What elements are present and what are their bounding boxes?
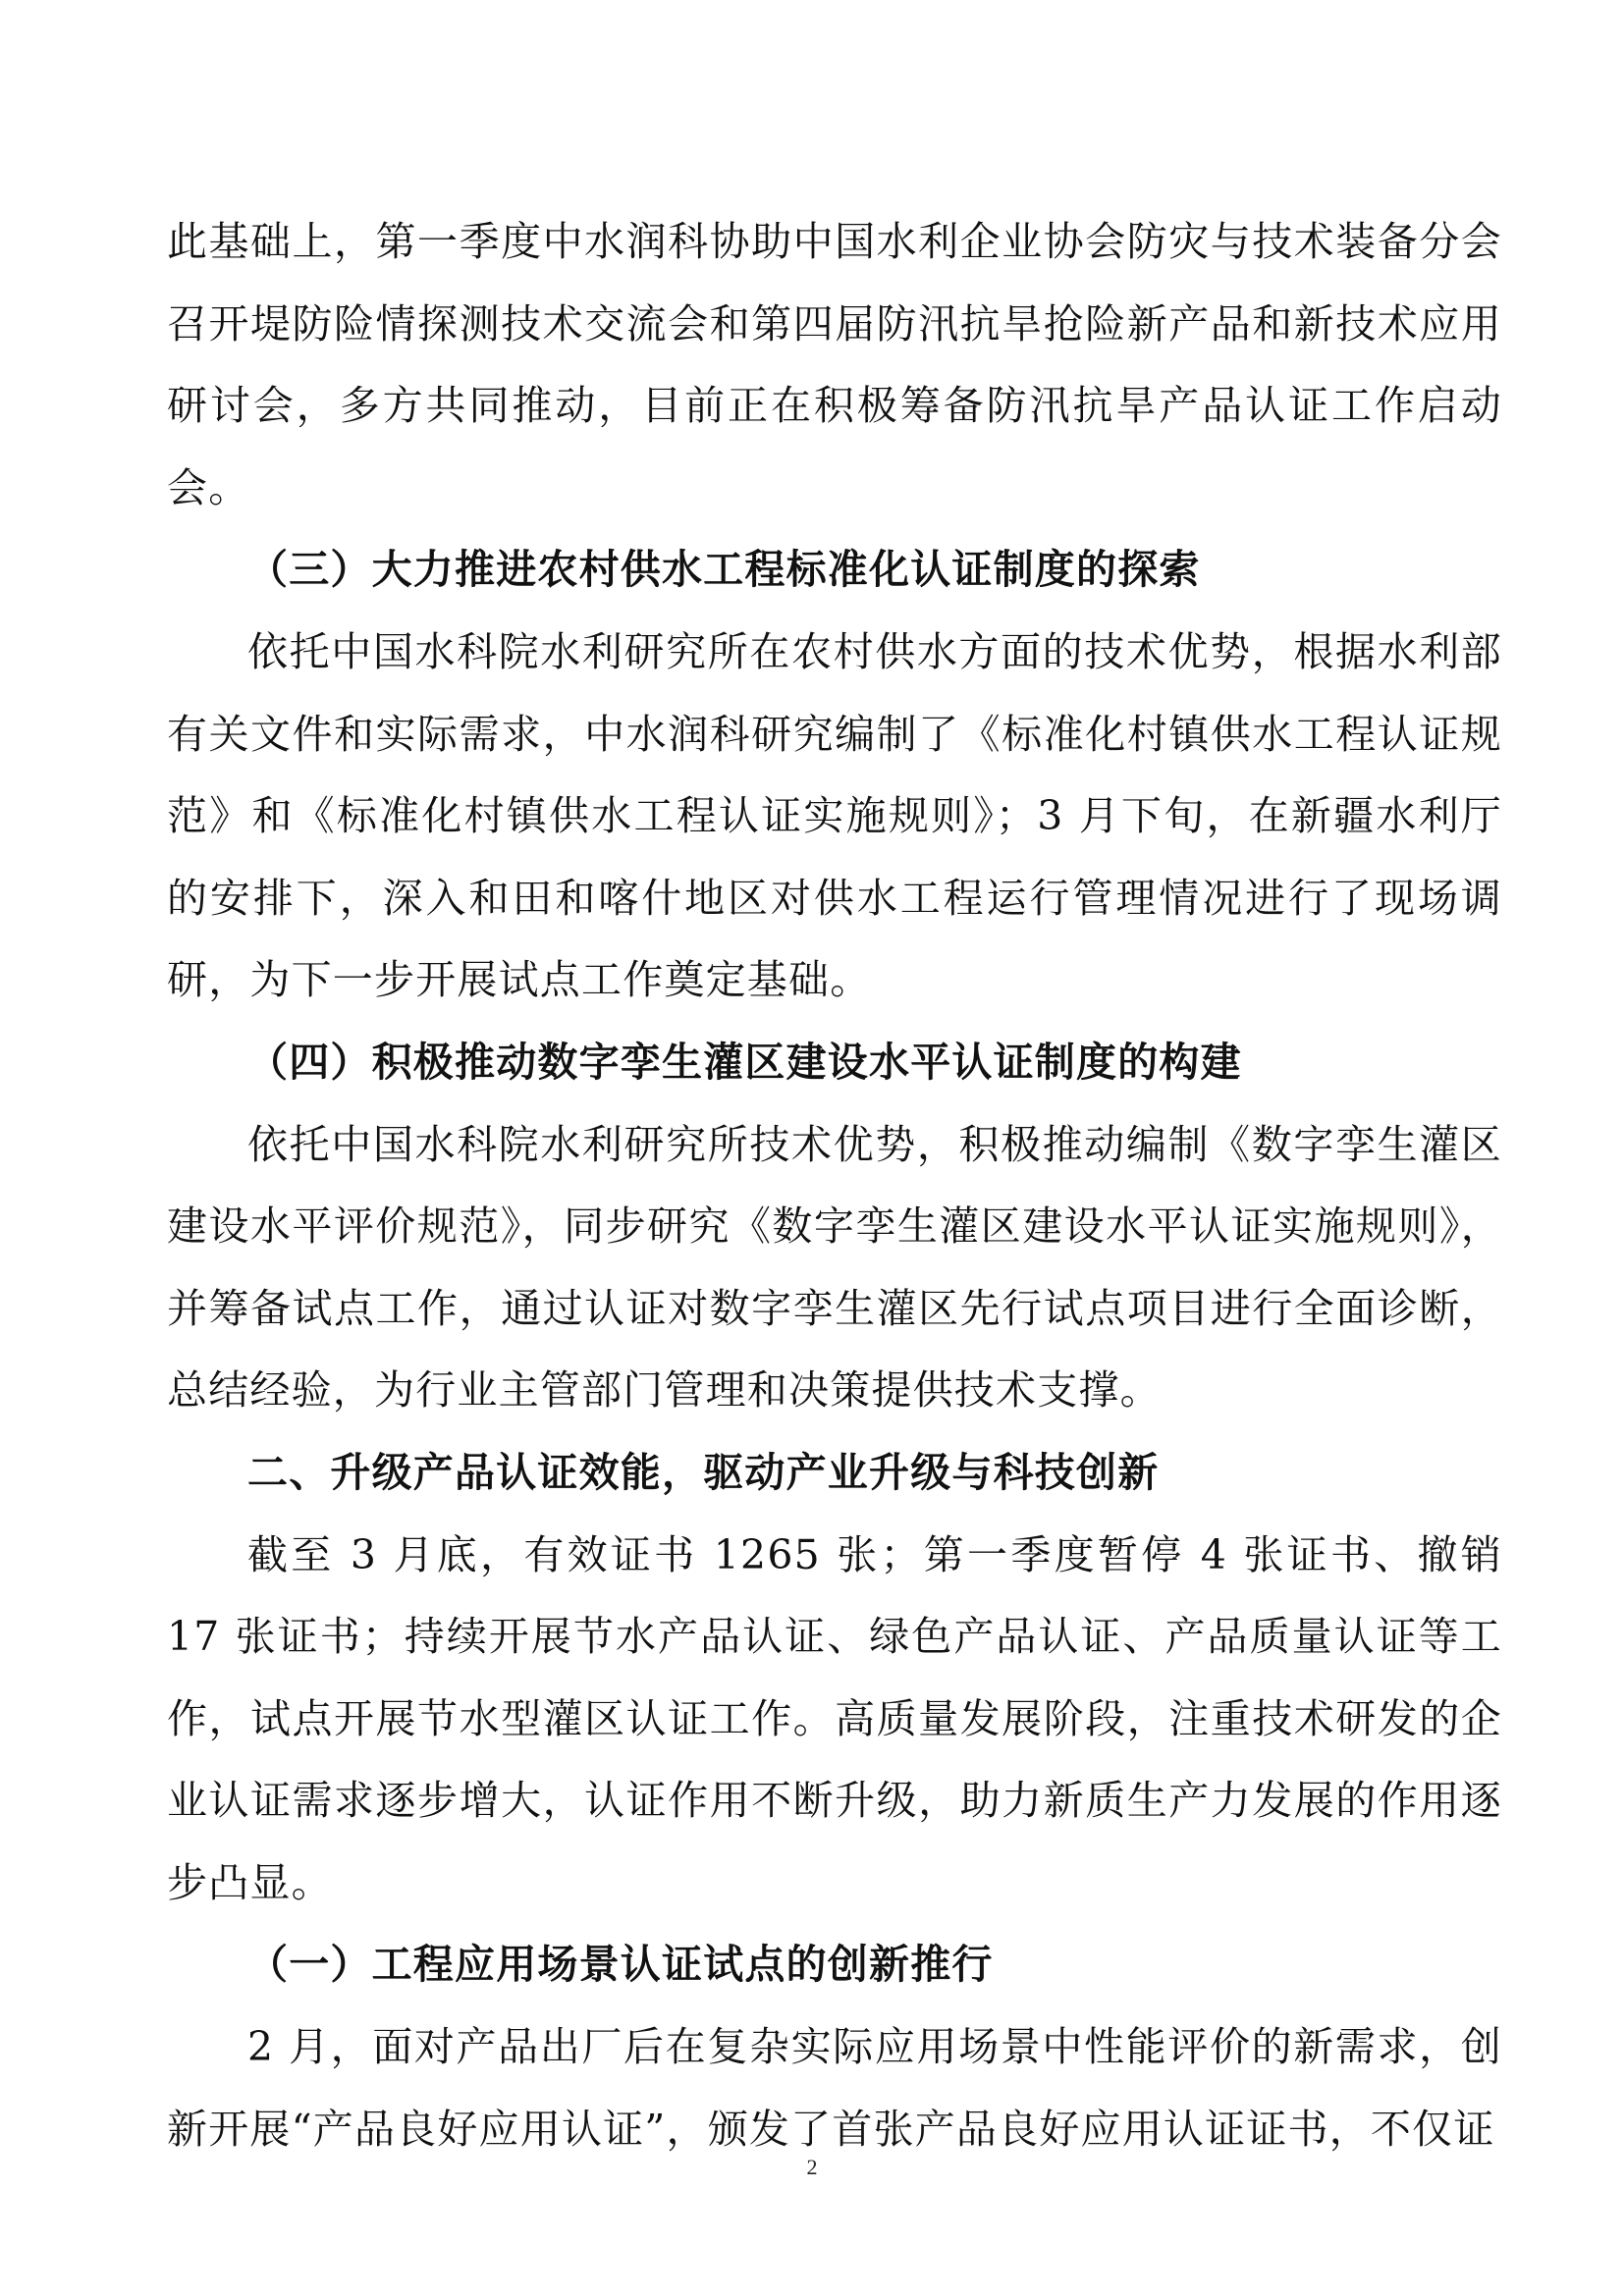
document-body: [167, 201, 1502, 2170]
paragraph-1: 此基础上，第一季度中水润科协助中国水利企业协会防灾与技术装备分会召开堤防险情探测技术交流会和第四届防汛抗旱抢险新产品和新技术应用研讨会，多方共同推动，目前正在积极筹备防汛抗旱产品认证工作启动会。: [167, 218, 1502, 511]
page-number: 2: [806, 2155, 818, 2179]
paragraph-5: 2 月，面对产品出厂后在复杂实际应用场景中性能评价的新需求，创新开展“产品良好应用认证”，颁发了首张产品良好应用认证证书，不仅证: [167, 2023, 1502, 2153]
heading-section-4: （四）积极推动数字孪生灌区建设水平认证制度的构建: [247, 1038, 1242, 1086]
heading-subsection-1: （一）工程应用场景认证试点的创新推行: [247, 1941, 994, 1989]
paragraph-4: 截至 3 月底，有效证书 1265 张；第一季度暂停 4 张证书、撤销 17 张证书；持续开展节水产品认证、绿色产品认证、产品质量认证等工作，试点开展节水型灌区认证工作。高质量发展阶段，注重技术研发的企业认证需求逐步增大，认证作用不断升级，助力新质生产力发展的作用逐步凸显。: [167, 1530, 1502, 1906]
paragraph-2: 依托中国水科院水利研究所在农村供水方面的技术优势，根据水利部有关文件和实际需求，中水润科研究编制了《标准化村镇供水工程认证规范》和《标准化村镇供水工程认证实施规则》；3 月下旬，在新疆水利厅的安排下，深入和田和喀什地区对供水工程运行管理情况进行了现场调研，为下一步开展试点工作奠定基础。: [167, 627, 1502, 1004]
heading-part-2: 二、升级产品认证效能，驱动产业升级与科技创新: [247, 1448, 1160, 1496]
heading-section-3: （三）大力推进农村供水工程标准化认证制度的探索: [247, 546, 1201, 594]
paragraph-3: 依托中国水科院水利研究所技术优势，积极推动编制《数字孪生灌区建设水平评价规范》，同步研究《数字孪生灌区建设水平认证实施规则》，并筹备试点工作，通过认证对数字孪生灌区先行试点项目进行全面诊断，总结经验，为行业主管部门管理和决策提供技术支撑。: [167, 1120, 1502, 1415]
